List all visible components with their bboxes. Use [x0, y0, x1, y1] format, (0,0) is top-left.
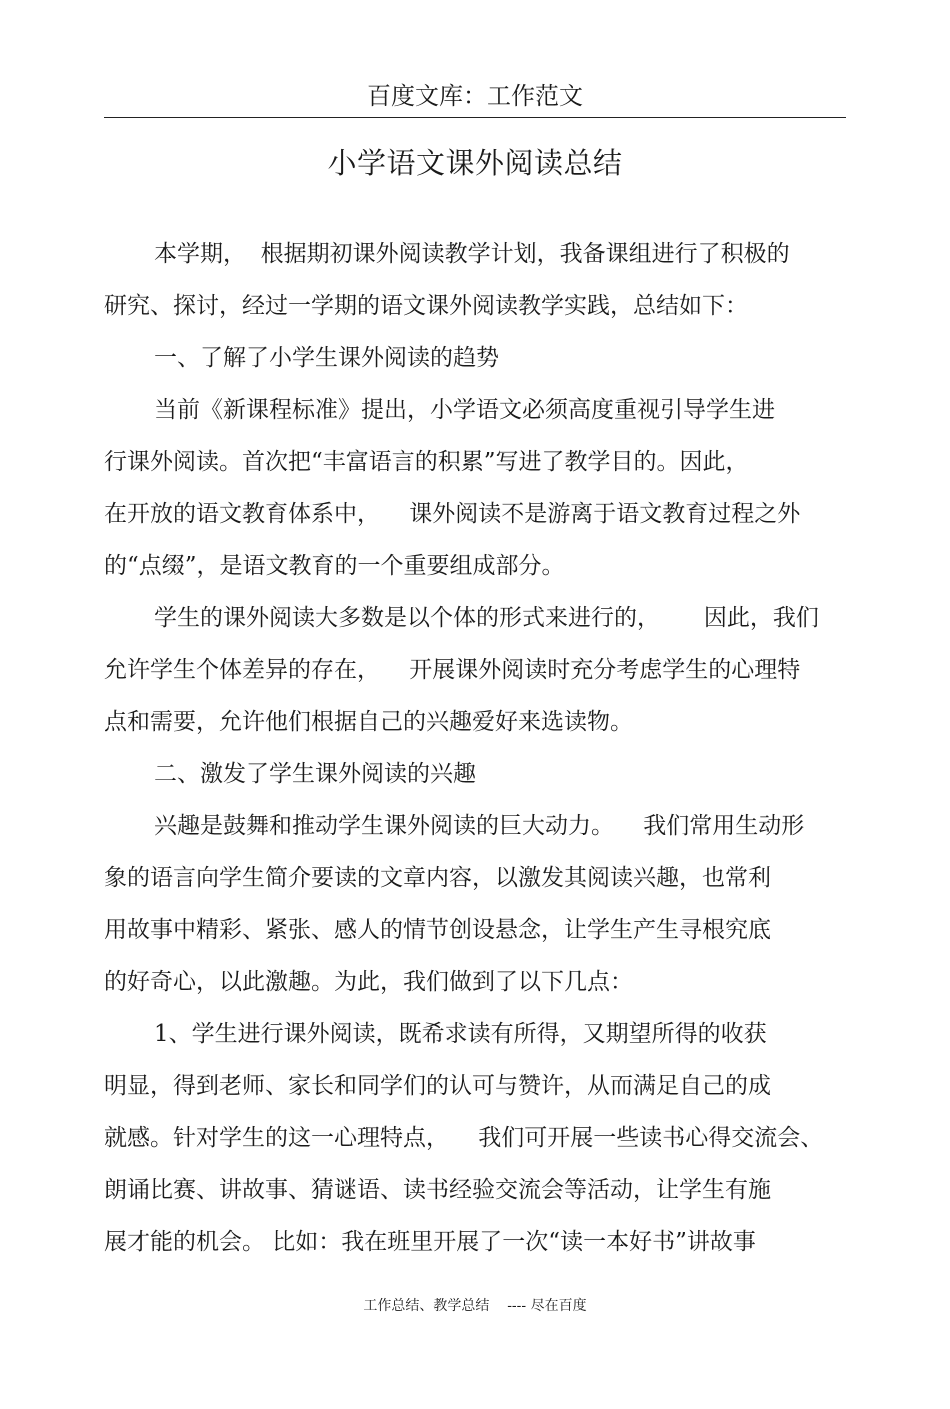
- body-line: 学生的课外阅读大多数是以个体的形式来进行的， 因此，我们: [154, 605, 819, 631]
- body-line: 就感。针对学生的这一心理特点， 我们可开展一些读书心得交流会、: [104, 1125, 824, 1151]
- body-line: 的好奇心，以此激趣。为此，我们做到了以下几点：: [104, 969, 633, 995]
- body-line: 明显，得到老师、家长和同学们的认可与赞许，从而满足自己的成: [104, 1073, 771, 1099]
- body-line: 象的语言向学生简介要读的文章内容，以激发其阅读兴趣，也常利: [104, 865, 771, 891]
- body-line: 用故事中精彩、紧张、感人的情节创设悬念，让学生产生寻根究底: [104, 917, 771, 943]
- section-heading: 一、了解了小学生课外阅读的趋势: [154, 345, 499, 371]
- body-line: 展才能的机会。 比如：我在班里开展了一次“读一本好书”讲故事: [104, 1229, 756, 1255]
- body-line: 的“点缀”，是语文教育的一个重要组成部分。: [104, 553, 565, 579]
- section-heading: 二、激发了学生课外阅读的兴趣: [154, 761, 476, 787]
- document-title: 小学语文课外阅读总结: [327, 146, 623, 180]
- page-footer: 工作总结、教学总结 ---- 尽在百度: [363, 1298, 587, 1314]
- document-body: [104, 228, 846, 1268]
- page-header: 百度文库：工作范文: [367, 82, 583, 110]
- body-line: 行课外阅读。首次把“丰富语言的积累”写进了教学目的。因此，: [104, 449, 749, 475]
- body-line: 在开放的语文教育体系中， 课外阅读不是游离于语文教育过程之外: [104, 501, 801, 527]
- body-line: 朗诵比赛、讲故事、猜谜语、读书经验交流会等活动，让学生有施: [104, 1177, 771, 1203]
- body-line: 兴趣是鼓舞和推动学生课外阅读的巨大动力。 我们常用生动形: [154, 813, 805, 839]
- body-line: 点和需要，允许他们根据自己的兴趣爱好来选读物。: [104, 709, 633, 735]
- body-line: 当前《新课程标准》提出，小学语文必须高度重视引导学生进: [154, 397, 775, 423]
- body-line: 研究、探讨，经过一学期的语文课外阅读教学实践，总结如下：: [104, 293, 748, 319]
- body-line: 允许学生个体差异的存在， 开展课外阅读时充分考虑学生的心理特: [104, 657, 801, 683]
- body-line: 1、学生进行课外阅读，既希求读有所得，又期望所得的收获: [154, 1021, 767, 1047]
- body-line: 本学期， 根据期初课外阅读教学计划，我备课组进行了积极的: [154, 241, 790, 267]
- header-divider: [104, 117, 846, 118]
